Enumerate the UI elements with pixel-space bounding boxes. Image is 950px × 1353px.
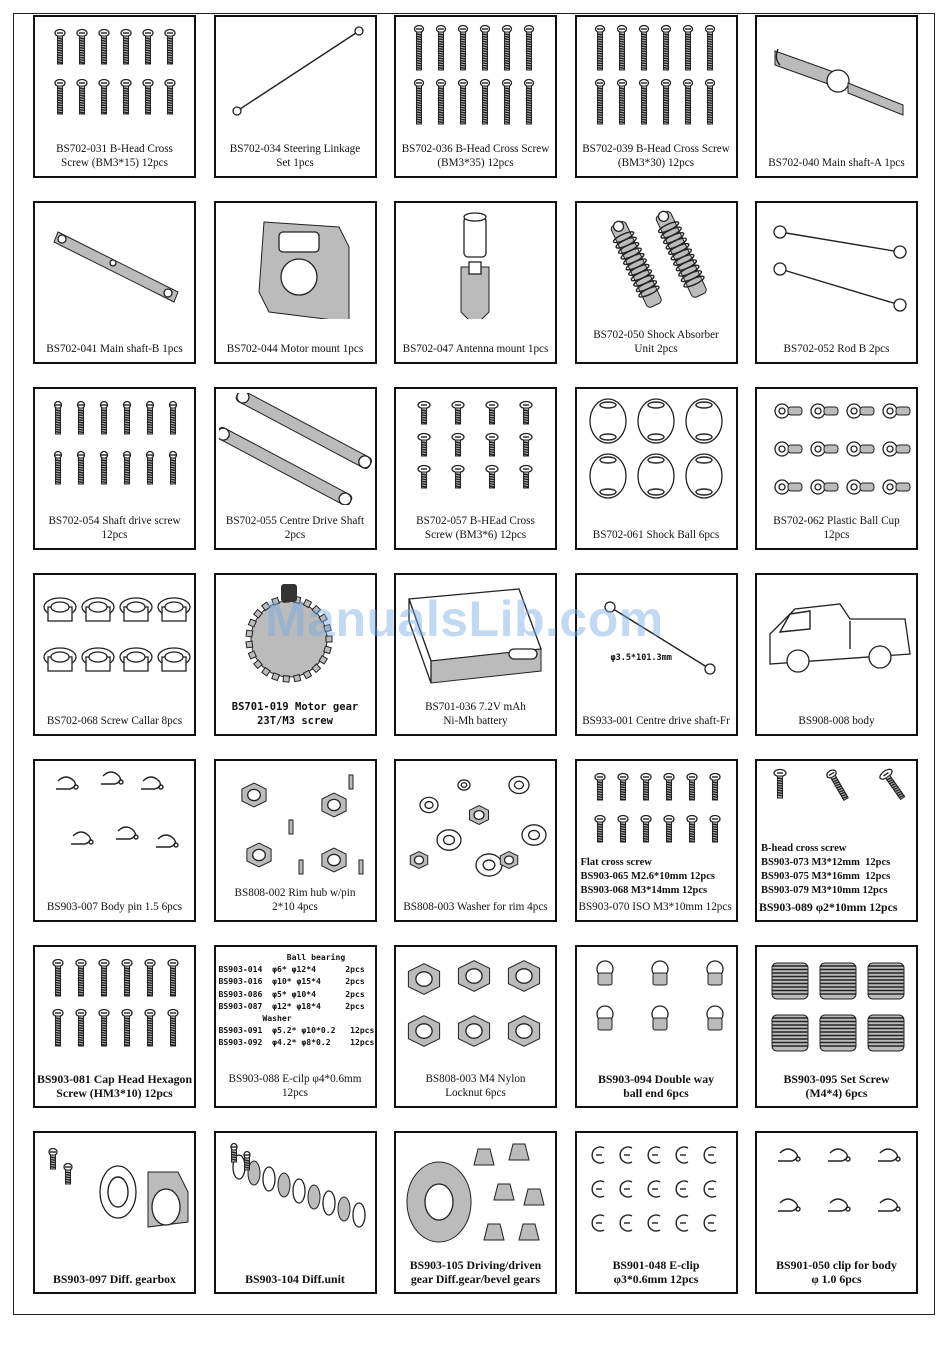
rod-icon — [760, 207, 913, 319]
main-shaft-b-icon — [38, 207, 191, 319]
part-caption: BS702-041 Main shaft-B 1pcs — [46, 343, 183, 355]
part-caption: BS702-068 Screw Callar 8pcs — [46, 715, 183, 727]
part-card — [575, 945, 738, 1108]
part-caption: BS702-055 Centre Drive Shaft 2pcs — [225, 515, 365, 541]
part-caption: BS702-050 Shock Absorber Unit 2pcs — [593, 329, 719, 355]
part-caption: BS702-039 B-Head Cross Screw (BM3*30) 12pcs — [582, 143, 730, 169]
set-screws-icon — [38, 393, 191, 505]
part-card — [214, 387, 377, 550]
motor-gear-icon — [219, 579, 372, 691]
part-caption: BS808-003 M4 Nylon Locknut 6pcs — [425, 1073, 526, 1099]
part-card — [575, 15, 738, 178]
bevel-gears-icon — [399, 1137, 552, 1249]
part-caption: BS702-047 Antenna mount 1pcs — [402, 343, 549, 355]
truck-body-icon — [760, 579, 913, 691]
dimension-label: φ3.5*101.3mm — [610, 653, 672, 663]
part-caption: BS903-088 E-cilp φ4*0.6mm 12pcs — [228, 1073, 362, 1099]
note-line: BS903-079 M3*10mm 12pcs — [761, 885, 888, 896]
spec-line: BS903-014 φ6* φ12*4 2pcs — [218, 964, 365, 975]
part-card — [575, 573, 738, 736]
part-caption: BS903-094 Double way ball end 6pcs — [597, 1072, 715, 1100]
part-card — [33, 387, 196, 550]
part-card — [575, 759, 738, 922]
part-card — [575, 387, 738, 550]
part-caption: BS702-062 Plastic Ball Cup 12pcs — [773, 515, 900, 541]
drive-shaft-icon — [219, 393, 372, 505]
part-card — [394, 945, 557, 1108]
part-notes — [761, 842, 914, 898]
ball-end-icon — [580, 951, 733, 1063]
part-card — [394, 759, 557, 922]
short-screws-icon — [399, 393, 552, 505]
part-caption: BS901-050 clip for body φ 1.0 6pcs — [776, 1258, 897, 1286]
steering-linkage-icon — [219, 21, 372, 133]
part-caption: BS702-034 Steering Linkage Set 1pcs — [229, 143, 361, 169]
screws-12-icon — [38, 21, 191, 133]
battery-icon — [399, 579, 552, 691]
part-card — [394, 15, 557, 178]
part-caption: BS701-036 7.2V mAh Ni-Mh battery — [425, 701, 526, 727]
part-card — [33, 573, 196, 736]
part-caption: BS702-031 B-Head Cross Screw (BM3*15) 12pcs — [56, 143, 173, 169]
part-caption: BS701-019 Motor gear 23T/M3 screw — [231, 701, 359, 727]
main-shaft-a-icon — [760, 21, 913, 133]
long-screws-icon — [399, 21, 552, 133]
part-card — [755, 1131, 918, 1294]
part-caption: BS903-081 Cap Head Hexagon Screw (HM3*10) 12pcs — [37, 1072, 193, 1100]
body-pin-icon — [38, 765, 191, 877]
centre-shaft-icon — [580, 579, 733, 691]
spec-line: BS903-016 φ10* φ15*4 2pcs — [218, 976, 365, 987]
part-notes — [581, 856, 734, 898]
e-clip-icon — [580, 1137, 733, 1249]
part-card — [755, 201, 918, 364]
part-caption: BS901-048 E-clip φ3*0.6mm 12pcs — [612, 1258, 700, 1286]
note-line: BS903-065 M2.6*10mm 12pcs — [580, 871, 715, 882]
part-card — [33, 759, 196, 922]
body-clip-icon — [760, 1137, 913, 1249]
part-card — [755, 945, 918, 1108]
part-card — [755, 15, 918, 178]
part-caption: BS903-007 Body pin 1.5 6pcs — [46, 901, 183, 913]
note-line: BS903-075 M3*16mm 12pcs — [761, 871, 891, 882]
rim-hub-icon — [219, 765, 372, 877]
spec-line: BS903-086 φ5* φ10*4 2pcs — [218, 988, 365, 999]
part-caption: BS903-095 Set Screw (M4*4) 6pcs — [783, 1072, 890, 1100]
part-card — [214, 201, 377, 364]
part-card — [755, 573, 918, 736]
part-card — [394, 387, 557, 550]
locknut-icon — [399, 951, 552, 1063]
note-line: Flat cross screw — [580, 857, 652, 868]
collar-icon — [38, 579, 191, 691]
part-caption: BS903-070 ISO M3*10mm 12pcs — [578, 901, 732, 913]
note-line: B-head cross screw — [761, 843, 847, 854]
note-line: BS903-073 M3*12mm 12pcs — [761, 857, 891, 868]
long-screws-icon — [580, 21, 733, 133]
diff-unit-icon — [219, 1137, 372, 1249]
antenna-mount-icon — [399, 207, 552, 319]
part-caption: BS808-003 Washer for rim 4pcs — [403, 901, 548, 913]
diff-gearbox-icon — [38, 1137, 191, 1249]
part-caption: BS702-040 Main shaft-A 1pcs — [768, 157, 905, 169]
part-card — [394, 1131, 557, 1294]
motor-mount-icon — [219, 207, 372, 319]
part-spec-list — [219, 951, 374, 1049]
part-caption: BS908-008 body — [798, 715, 875, 727]
watermark: ManualsLib.com — [265, 591, 664, 647]
part-caption: BS903-097 Diff. gearbox — [53, 1272, 176, 1286]
part-card — [394, 201, 557, 364]
part-card — [33, 201, 196, 364]
part-card — [214, 759, 377, 922]
part-card — [394, 573, 557, 736]
part-caption: BS702-052 Rod B 2pcs — [783, 343, 890, 355]
part-card — [33, 1131, 196, 1294]
part-card — [755, 759, 918, 922]
set-screw-icon — [760, 951, 913, 1063]
part-caption: BS702-057 B-HEad Cross Screw (BM3*6) 12pcs — [416, 515, 535, 541]
ball-cup-icon — [760, 393, 913, 505]
part-caption: BS808-002 Rim hub w/pin 2*10 4pcs — [234, 887, 356, 913]
part-card — [575, 1131, 738, 1294]
cap-screws-icon — [38, 951, 191, 1063]
washer-icon — [399, 765, 552, 877]
shock-ball-icon — [580, 393, 733, 505]
part-caption: BS702-044 Motor mount 1pcs — [226, 343, 364, 355]
part-caption: BS933-001 Centre drive shaft-Fr — [582, 715, 730, 727]
part-caption: BS903-104 Diff.unit — [245, 1272, 345, 1286]
part-card — [33, 945, 196, 1108]
part-card — [755, 387, 918, 550]
spec-line: Ball bearing — [218, 952, 346, 962]
part-caption: BS903-089 φ2*10mm 12pcs — [759, 900, 898, 914]
part-card — [214, 15, 377, 178]
part-caption: BS702-036 B-Head Cross Screw (BM3*35) 12pcs — [401, 143, 550, 169]
part-caption: BS702-061 Shock Ball 6pcs — [592, 529, 720, 541]
note-line: BS903-068 M3*14mm 12pcs — [580, 885, 708, 896]
spec-line: BS903-092 φ4.2* φ8*0.2 12pcs — [218, 1037, 375, 1048]
part-card — [575, 201, 738, 364]
part-card — [33, 15, 196, 178]
part-card — [214, 945, 377, 1108]
shock-absorber-icon — [580, 207, 733, 319]
part-card — [214, 1131, 377, 1294]
part-caption: BS903-105 Driving/driven gear Diff.gear/bevel gears — [409, 1258, 542, 1286]
spec-line: Washer — [218, 1013, 292, 1024]
spec-line: BS903-087 φ12* φ18*4 2pcs — [218, 1000, 365, 1011]
part-caption: BS702-054 Shaft drive screw 12pcs — [48, 515, 181, 541]
parts-grid — [33, 15, 917, 1295]
part-card — [214, 573, 377, 736]
spec-line: BS903-091 φ5.2* φ10*0.2 12pcs — [218, 1025, 375, 1036]
